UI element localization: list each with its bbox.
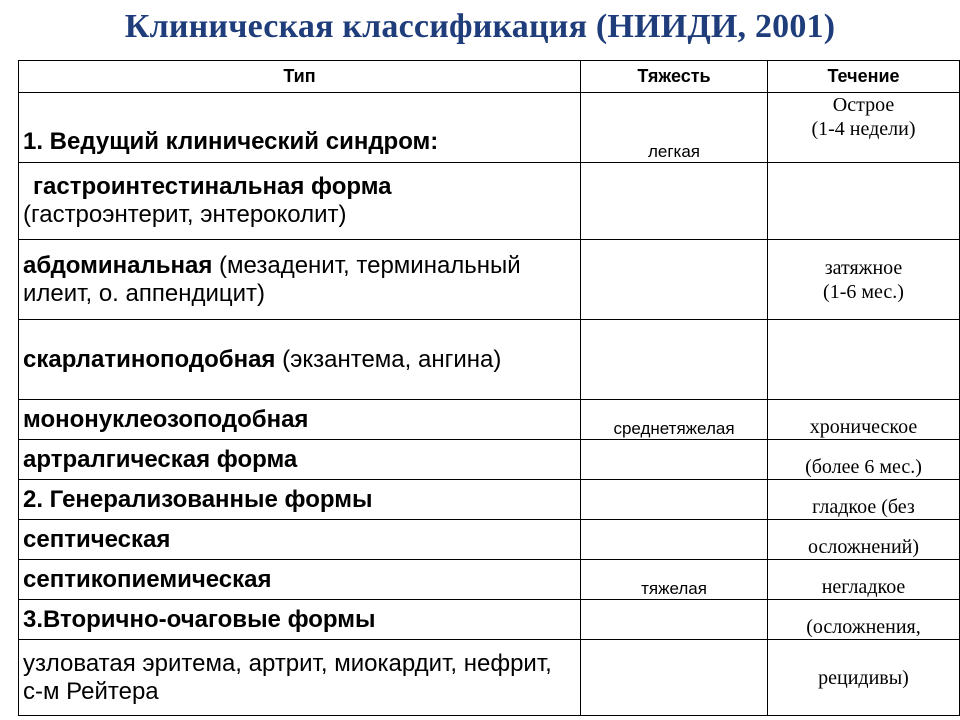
- course-cell: рецидивы): [768, 640, 960, 716]
- classification-table: [18, 60, 960, 716]
- course-line: Острое: [832, 94, 895, 116]
- type-bold-text: септическая: [23, 525, 171, 553]
- type-cell: [19, 440, 581, 480]
- type-plain-text: (гастроэнтерит, энтероколит): [23, 201, 347, 228]
- type-cell: [19, 320, 581, 400]
- course-cell: [768, 240, 960, 320]
- type-cell: [19, 560, 581, 600]
- severity-cell: [581, 640, 768, 716]
- type-cell: [19, 640, 581, 716]
- type-cell: [19, 240, 581, 320]
- type-bold-text: 3.Вторично-очаговые формы: [23, 605, 376, 633]
- course-cell: (осложнения,: [768, 600, 960, 640]
- table-row: [19, 560, 960, 600]
- severity-cell: [581, 480, 768, 520]
- severity-cell: [581, 600, 768, 640]
- severity-cell: [581, 163, 768, 240]
- header-severity: Тяжесть: [581, 61, 768, 93]
- course-cell: осложнений): [768, 520, 960, 560]
- page-title: Клиническая классификация (НИИДИ, 2001): [124, 8, 836, 45]
- type-bold-text: 2. Генерализованные формы: [23, 485, 373, 513]
- type-bold-text: скарлатиноподобная: [23, 345, 276, 373]
- type-bold-text: артралгическая форма: [23, 445, 298, 473]
- table-row: [19, 400, 960, 440]
- severity-cell: [581, 520, 768, 560]
- severity-cell: тяжелая: [581, 560, 768, 600]
- table-row: [19, 520, 960, 560]
- severity-cell: [581, 240, 768, 320]
- type-cell: [19, 480, 581, 520]
- type-cell: [19, 93, 581, 163]
- course-cell: [768, 320, 960, 400]
- header-type: Тип: [19, 61, 581, 93]
- type-bold-text: мононуклеозоподобная: [23, 405, 309, 433]
- table-row: [19, 440, 960, 480]
- severity-cell: [581, 440, 768, 480]
- type-bold-text: гастроинтестинальная форма: [33, 173, 392, 200]
- header-course: Течение: [768, 61, 960, 93]
- type-plain-text: (экзантема, ангина): [275, 345, 502, 373]
- course-cell: [768, 163, 960, 240]
- course-cell: гладкое (без: [768, 480, 960, 520]
- type-cell: [19, 520, 581, 560]
- table-row: [19, 480, 960, 520]
- course-cell: [768, 93, 960, 163]
- type-bold-text: абдоминальная: [23, 251, 213, 279]
- course-line: затяжное: [824, 256, 903, 279]
- type-cell: [19, 400, 581, 440]
- table-row: [19, 240, 960, 320]
- table-row: [19, 163, 960, 240]
- course-cell: хроническое: [768, 400, 960, 440]
- severity-cell: [581, 320, 768, 400]
- course-line: (1-4 недели): [811, 118, 916, 140]
- course-cell: негладкое: [768, 560, 960, 600]
- table-row: [19, 640, 960, 716]
- type-bold-text: 1. Ведущий клинический синдром:: [23, 128, 439, 155]
- severity-cell: легкая: [581, 93, 768, 163]
- type-cell: [19, 600, 581, 640]
- type-cell: [19, 163, 581, 240]
- severity-cell: среднетяжелая: [581, 400, 768, 440]
- type-plain-text: (мезаденит, терминальный илеит, о. аппендицит): [23, 251, 521, 307]
- table-row: [19, 320, 960, 400]
- type-plain-text: узловатая эритема, артрит, миокардит, нефрит, с-м Рейтера: [23, 649, 552, 705]
- table-header-row: [19, 61, 960, 93]
- type-bold-text: септикопиемическая: [23, 565, 272, 593]
- course-line: (1-6 мес.): [823, 280, 904, 303]
- table-row: [19, 93, 960, 163]
- table-row: [19, 600, 960, 640]
- course-cell: (более 6 мес.): [768, 440, 960, 480]
